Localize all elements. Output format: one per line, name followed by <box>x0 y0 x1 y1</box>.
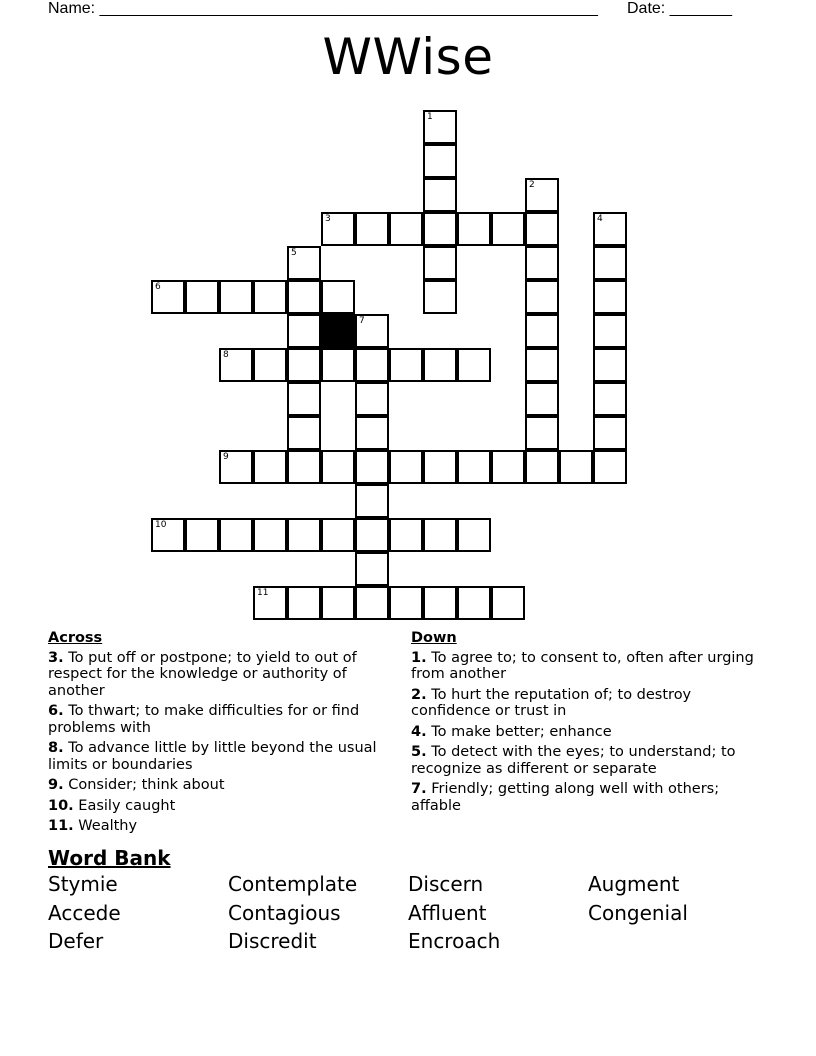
word-bank-item: Affluent <box>408 900 487 925</box>
grid-cell[interactable] <box>321 348 355 382</box>
grid-cell[interactable] <box>287 246 321 280</box>
grid-cell[interactable] <box>389 348 423 382</box>
grid-cell[interactable] <box>423 178 457 212</box>
grid-cell[interactable] <box>219 450 253 484</box>
grid-cell[interactable] <box>287 450 321 484</box>
word-bank-item: Contemplate <box>228 872 358 896</box>
grid-cell[interactable] <box>253 348 287 382</box>
clue-across-10: 10. Easily caught <box>48 797 176 814</box>
grid-cell[interactable] <box>389 586 423 620</box>
grid-cell[interactable] <box>355 212 389 246</box>
grid-cell[interactable] <box>525 450 559 484</box>
grid-cell[interactable] <box>253 518 287 552</box>
grid-cell[interactable] <box>321 518 355 552</box>
word-bank-item: Discern <box>408 872 484 896</box>
word-bank-item: Discredit <box>228 929 317 953</box>
word-bank-item: Accede <box>48 900 121 925</box>
grid-cell[interactable] <box>321 586 355 620</box>
black-square <box>321 314 355 348</box>
grid-cell[interactable] <box>151 280 185 314</box>
grid-cell[interactable] <box>219 518 253 552</box>
grid-cell[interactable] <box>287 348 321 382</box>
grid-cell[interactable] <box>219 280 253 314</box>
grid-cell[interactable] <box>457 586 491 620</box>
grid-cell[interactable] <box>423 450 457 484</box>
grid-number: 1 <box>427 112 433 122</box>
grid-number: 2 <box>529 180 535 190</box>
grid-cell[interactable] <box>525 280 559 314</box>
grid-cell[interactable] <box>491 212 525 246</box>
grid-cell[interactable] <box>321 450 355 484</box>
grid-cell[interactable] <box>593 280 627 314</box>
grid-cell[interactable] <box>355 348 389 382</box>
clue-across-6: 6. To thwart; to make difficulties for or find problems with <box>48 703 360 736</box>
grid-cell[interactable] <box>423 280 457 314</box>
grid-cell[interactable] <box>355 314 389 348</box>
grid-cell[interactable] <box>219 348 253 382</box>
down-heading: Down <box>411 630 457 646</box>
grid-cell[interactable] <box>287 280 321 314</box>
grid-cell[interactable] <box>389 518 423 552</box>
grid-cell[interactable] <box>491 586 525 620</box>
grid-cell[interactable] <box>355 416 389 450</box>
grid-cell[interactable] <box>287 586 321 620</box>
word-bank-title: Word Bank <box>48 846 171 870</box>
grid-cell[interactable] <box>525 382 559 416</box>
grid-cell[interactable] <box>593 314 627 348</box>
grid-number: 9 <box>223 452 229 462</box>
grid-cell[interactable] <box>525 314 559 348</box>
grid-cell[interactable] <box>287 314 321 348</box>
puzzle-title: WWise <box>322 28 494 86</box>
grid-cell[interactable] <box>423 586 457 620</box>
grid-cell[interactable] <box>491 450 525 484</box>
grid-number: 7 <box>359 316 365 326</box>
grid-number: 4 <box>597 214 603 224</box>
grid-cell[interactable] <box>593 212 627 246</box>
grid-cell[interactable] <box>355 586 389 620</box>
grid-cell[interactable] <box>185 280 219 314</box>
grid-cell[interactable] <box>593 382 627 416</box>
grid-cell[interactable] <box>559 450 593 484</box>
grid-cell[interactable] <box>287 518 321 552</box>
grid-cell[interactable] <box>423 110 457 144</box>
name-line: Name: ________________________________________________________ <box>48 0 598 17</box>
grid-cell[interactable] <box>423 144 457 178</box>
grid-number: 11 <box>257 588 269 598</box>
grid-cell[interactable] <box>525 416 559 450</box>
grid-cell[interactable] <box>525 348 559 382</box>
clue-down-7: 7. Friendly; getting along well with others; affable <box>411 781 720 814</box>
across-clues <box>48 630 393 839</box>
word-bank <box>48 873 768 953</box>
across-heading: Across <box>48 630 103 646</box>
grid-cell[interactable] <box>593 246 627 280</box>
grid-cell[interactable] <box>457 348 491 382</box>
grid-cell[interactable] <box>253 586 287 620</box>
date-line: Date: _______ <box>627 0 732 17</box>
grid-cell[interactable] <box>593 416 627 450</box>
word-bank-item: Stymie <box>48 872 118 896</box>
grid-cell[interactable] <box>423 518 457 552</box>
clue-down-4: 4. To make better; enhance <box>411 723 612 740</box>
grid-cell[interactable] <box>423 348 457 382</box>
clue-across-3: 3. To put off or postpone; to yield to out of respect for the knowledge or authority of another <box>48 649 357 699</box>
clue-across-9: 9. Consider; think about <box>48 777 225 793</box>
word-bank-item: Augment <box>588 872 680 896</box>
grid-cell[interactable] <box>593 450 627 484</box>
grid-cell[interactable] <box>287 416 321 450</box>
grid-cell[interactable] <box>355 382 389 416</box>
clue-down-5: 5. To detect with the eyes; to understand; to recognize as different or separate <box>411 744 736 777</box>
grid-cell[interactable] <box>593 348 627 382</box>
word-bank-item: Congenial <box>588 900 688 925</box>
grid-cell[interactable] <box>457 450 491 484</box>
grid-cell[interactable] <box>525 212 559 246</box>
grid-cell[interactable] <box>423 246 457 280</box>
grid-cell[interactable] <box>355 552 389 586</box>
clue-down-2: 2. To hurt the reputation of; to destroy confidence or trust in <box>411 686 692 719</box>
down-clues <box>411 630 761 818</box>
clue-down-1: 1. To agree to; to consent to, often after urging from another <box>411 649 754 682</box>
grid-cell[interactable] <box>389 450 423 484</box>
grid-cell[interactable] <box>525 178 559 212</box>
word-bank-item: Defer <box>48 929 104 953</box>
grid-number: 8 <box>223 350 229 360</box>
grid-cell[interactable] <box>321 212 355 246</box>
clue-across-11: 11. Wealthy <box>48 818 138 834</box>
grid-number: 10 <box>155 520 167 530</box>
grid-cell[interactable] <box>253 450 287 484</box>
grid-cell[interactable] <box>355 518 389 552</box>
grid-cell[interactable] <box>253 280 287 314</box>
grid-cell[interactable] <box>525 246 559 280</box>
grid-cell[interactable] <box>423 212 457 246</box>
grid-cell[interactable] <box>457 518 491 552</box>
grid-cell[interactable] <box>321 280 355 314</box>
grid-number: 5 <box>291 248 297 258</box>
grid-cell[interactable] <box>287 382 321 416</box>
clue-across-8: 8. To advance little by little beyond the usual limits or boundaries <box>48 740 377 773</box>
grid-number: 6 <box>155 282 161 292</box>
grid-cell[interactable] <box>457 212 491 246</box>
word-bank-item: Contagious <box>228 900 341 925</box>
grid-cell[interactable] <box>185 518 219 552</box>
grid-cell[interactable] <box>389 212 423 246</box>
word-bank-item: Encroach <box>408 929 501 953</box>
grid-cell[interactable] <box>355 450 389 484</box>
grid-cell[interactable] <box>355 484 389 518</box>
grid-number: 3 <box>325 214 331 224</box>
grid-cell[interactable] <box>151 518 185 552</box>
